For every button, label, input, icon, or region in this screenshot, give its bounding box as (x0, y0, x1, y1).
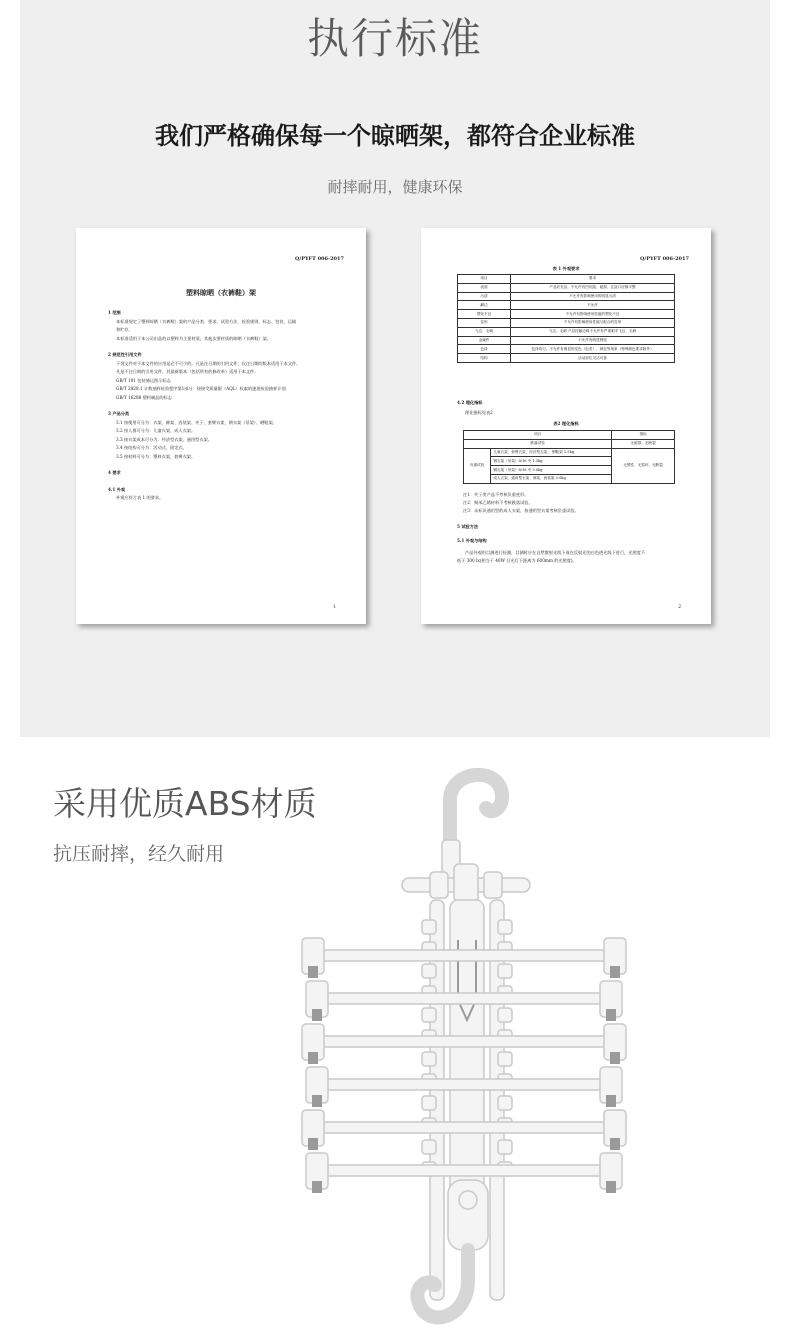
hanger-rung (314, 1122, 614, 1133)
table-cell-requirement: 不允许有影响使用的明显污渍 (511, 292, 675, 301)
table-row (458, 283, 675, 292)
doc1-text-line: 4.1 外观 (108, 486, 126, 492)
t2-load-row: 钢衣架（吊架）8/16 夹 1.5kg (491, 457, 612, 466)
standard-subhead: 耐摔耐用，健康环保 (327, 178, 463, 196)
spine-tab (498, 1140, 512, 1154)
spine-tab (422, 1052, 436, 1066)
clip-metal-icon (312, 1181, 322, 1193)
doc1-text-line: 1 范围 (108, 310, 121, 315)
clip-metal-icon (308, 966, 318, 978)
table-cell-item: 变形 (458, 318, 511, 327)
doc1-text-line: 凡是不注日期的引用文件，其最新版本（包括所有的修改单）适用于本文件。 (116, 369, 259, 374)
doc2-sec51-line: 低于 300 lx(相当于 40W 日光灯下距离为 600mm 的光照度)。 (457, 558, 577, 563)
table-cell-item: 项目 (458, 275, 511, 284)
doc2-sec5: 5 试验方法 (457, 524, 479, 529)
spine-tab (422, 1096, 436, 1110)
doc1-text-line: 3 产品分类 (108, 411, 130, 416)
doc2-sec42: 4.2 理化指标 (457, 400, 483, 405)
table-row (458, 327, 675, 336)
doc1-text-line: 3.4 按结构可分为：活动式、固定式。 (116, 445, 187, 450)
table-row (458, 318, 675, 327)
doc1-text-line: 2 规范性引用文件 (108, 352, 142, 357)
doc2-sec42-note: 理化指标见表2 (465, 410, 493, 415)
table-row (458, 275, 675, 284)
doc1-text-line: GB/T 191 包装储运图示标志 (116, 377, 171, 383)
physical-indicators-table (463, 430, 675, 484)
doc1-title: 塑料晾晒（衣裤鞋）架 (186, 288, 256, 297)
t2-drop-label: 跌落试验 (464, 439, 612, 448)
spine-tab (498, 1008, 512, 1022)
clip-metal-icon (610, 966, 620, 978)
doc2-table1-title: 表 1 外观要求 (552, 266, 580, 271)
table-row (458, 310, 675, 319)
table-cell-requirement: 色泽均匀，不允许有明显的变色（色差），颜色等现象（特殊颜色要求除外） (511, 345, 675, 354)
doc1-text-line: 3.3 按衣架成本可分为：经济型衣架、通用型衣架。 (116, 436, 212, 442)
spine-tab (498, 1096, 512, 1110)
clip-metal-icon (606, 1181, 616, 1193)
clip-metal-icon (606, 1095, 616, 1107)
table-cell-item: 结构 (458, 354, 511, 363)
spine-tab (498, 920, 512, 934)
doc2-sec51: 5.1 外观与结构 (457, 538, 487, 543)
table-cell-requirement: 不允许有影响使用性能的塑化不良 (511, 310, 675, 319)
doc2-note: 注2：聚苯乙烯材料不考核跌落试验。 (463, 500, 533, 505)
doc2-table2-title: 表2 理化指标 (553, 421, 579, 426)
clip-metal-icon (610, 1138, 620, 1150)
spine-tab (422, 964, 436, 978)
table-cell-requirement: 不允许 (511, 301, 675, 310)
table-row (458, 336, 675, 345)
table-cell-requirement: 产品应光洁，不允许有凹坑隐、破损、注浇口应修平整 (511, 283, 675, 292)
doc2-page-number: 2 (678, 605, 681, 610)
standard-document-page-2 (421, 228, 711, 624)
doc1-text-line: 本标准适用于本公司出品的以塑料为主要材质，其他次要材质的晾晒（衣裤鞋）架。 (116, 335, 271, 341)
table-row (458, 345, 675, 354)
t2-load-row: 成人衣架、通用型衣架、裤架、西装架 3.0kg (491, 474, 612, 483)
clip-metal-icon (610, 1052, 620, 1064)
t2-load-result: 无塑性、无损坏、无断裂 (612, 448, 675, 483)
clip-metal-icon (308, 1052, 318, 1064)
doc1-text-line: 和贮存。 (116, 327, 133, 332)
table-cell-item: 色泽 (458, 345, 511, 354)
clip-metal-icon (312, 1009, 322, 1021)
clip-metal-icon (308, 1138, 318, 1150)
hanger-rung (318, 1165, 610, 1176)
table-cell-requirement: 不允许有明显锈蚀 (511, 336, 675, 345)
hanger-rung (318, 993, 610, 1004)
table-cell-item: 飞边、毛刺 (458, 327, 511, 336)
table-cell-item: 表面 (458, 283, 511, 292)
clip-metal-icon (312, 1095, 322, 1107)
table-row (458, 292, 675, 301)
hanger-rung (318, 1079, 610, 1090)
hanger-rung (314, 950, 614, 961)
table-cell-requirement: 活动部位灵活可靠 (511, 354, 675, 363)
doc2-code: Q/PYFT 006-2017 (640, 256, 689, 262)
standard-headline: 我们严格确保每一个晾晒架，都符合企业标准 (155, 122, 635, 150)
doc2-note: 注1：夹子类产品不考核负重变形。 (463, 492, 529, 497)
doc1-text-line: 本标准规定了塑料晾晒（衣裤鞋）架的产品分类、要求、试验方法、检验规则、标志、包装、运输 (116, 318, 297, 324)
table-cell-requirement: 要求 (511, 275, 675, 284)
doc1-text-line: GB/T 16288 塑料制品的标志 (116, 394, 172, 400)
table-row (458, 301, 675, 310)
spine-tab (498, 964, 512, 978)
doc1-text-line: 3.1 按使用可分为：衣架、裤架、西装架、夹子、套臂衣架、钢衣架（吊架）、晒鞋架。 (116, 419, 277, 425)
spine-center (450, 900, 484, 1200)
section-title-material: 采用优质ABS材质 (53, 784, 317, 823)
table-cell-item: 污渍 (458, 292, 511, 301)
section-title-standard: 执行标准 (306, 14, 483, 63)
t2-drop-result: 无破损、无断裂 (612, 439, 675, 448)
table-cell-item: 塑化不良 (458, 310, 511, 319)
doc1-text-line: 下列文件对于本文件的应用是必不可少的。凡是注日期的引用文件，仅注日期的版本适用于本文件。 (116, 360, 301, 366)
spine-tab (422, 1140, 436, 1154)
table-cell-item: 金属件 (458, 336, 511, 345)
doc1-text-line: GB/T 2828.1 计数抽样检验程序第1部分：按接受质量限（AQL）检索的逐批检验抽样计划 (116, 386, 286, 391)
table-cell-requirement: 不允许有影响使用性能与配合的变形 (511, 318, 675, 327)
doc1-text-line: 4 要求 (108, 470, 121, 475)
doc1-page-number: 1 (333, 605, 336, 610)
doc1-text-line: 3.2 按人群可分为：儿童衣架、成人衣架。 (116, 428, 196, 433)
t2-load-row: 儿童衣架、套臂衣架、经济型衣架 、钢鞋架 1.5kg (491, 448, 612, 457)
spine-tab (498, 1052, 512, 1066)
hanger-rung (314, 1036, 614, 1047)
t2-head-indicator: 指标 (612, 431, 675, 440)
doc2-sec51-line: 产品外观用目测进行检测，目测时应在自然散射光线下或在反射光的白色透光线下进行，光照度不 (465, 550, 646, 555)
doc2-note: 注3：未标识通用型的成人衣架，按通用型衣架考核负重试验。 (463, 508, 579, 513)
t2-head-item: 项目 (464, 431, 612, 440)
spine-tab (422, 920, 436, 934)
clip-metal-icon (606, 1009, 616, 1021)
doc1-text-line: 外观应符合表 1 的要求。 (116, 495, 164, 500)
table-cell-requirement: 飞边、毛刺 产品挂触边缘不允许有严重刺手飞边、毛刺 (511, 327, 675, 336)
appearance-requirements-table (457, 274, 675, 363)
material-subhead: 抗压耐摔，经久耐用 (53, 843, 225, 865)
table-row (458, 354, 675, 363)
t2-load-label: 负重试验 (464, 448, 491, 483)
multi-layer-hanger-illustration (290, 760, 650, 1340)
table-cell-item: 翻边 (458, 301, 511, 310)
t2-load-row: 钢衣架（吊架）8/16 夹 3.0kg (491, 466, 612, 475)
standard-document-page-1 (76, 228, 366, 624)
doc1-text-line: 3.5 按材料可分为：塑料衣架、套臂衣架。 (116, 453, 196, 459)
doc1-code: Q/PYFT 006-2017 (295, 256, 344, 262)
spine-tab (422, 1008, 436, 1022)
